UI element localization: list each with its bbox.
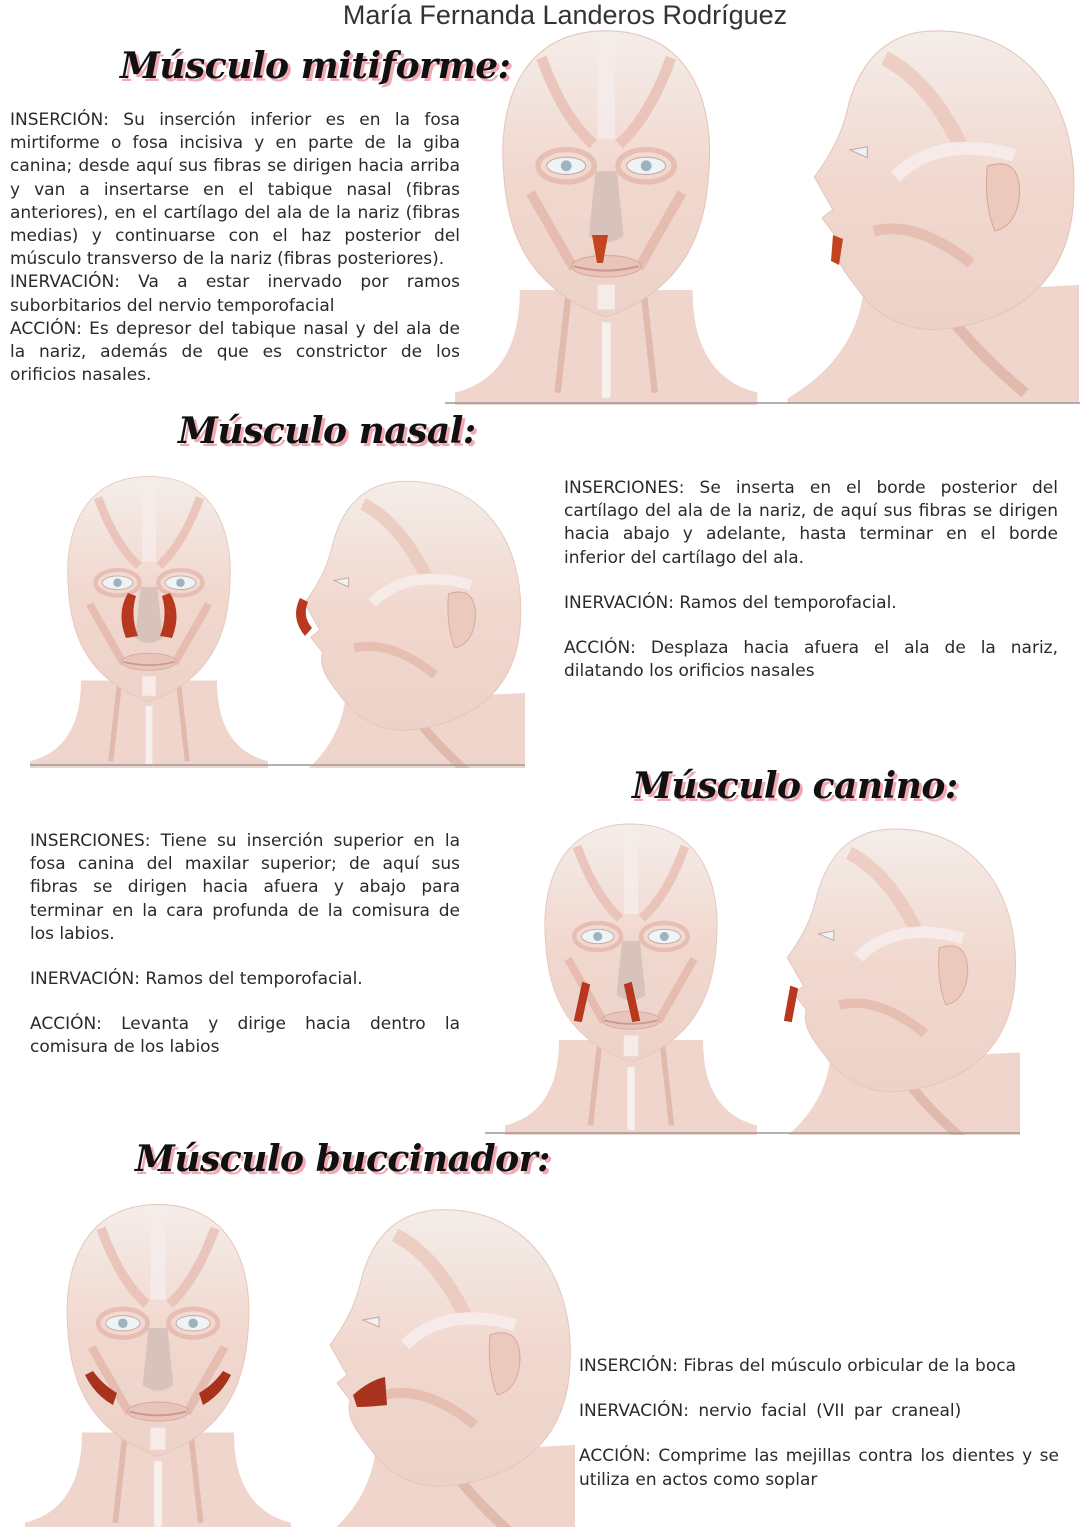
mitiform-action: ACCIÓN: Es depresor del tabique nasal y del ala de la nariz, además de que es constrictor de los orificios nasales. <box>10 318 460 386</box>
section-body-nasal <box>564 477 1058 683</box>
section-title-nasal: Músculo nasal: <box>178 410 476 452</box>
buccinator-action: ACCIÓN: Comprime las mejillas contra los dientes y se utiliza en actos como soplar <box>579 1446 1059 1490</box>
nasal-insertions: INSERCIONES: Se inserta en el borde posterior del cartílago del ala de la nariz, de aquí sus fibras se dirigen hacia abajo y adelante, hasta terminar en el borde inferior del cartílago del ala. <box>564 478 1058 568</box>
mitiform-insertion: INSERCIÓN: Su inserción inferior es en la fosa mirtiforme o fosa incisiva y en parte de la giba canina; desde aquí sus fibras se dirigen hacia arriba y van a insertarse en el tabique nasal (fibras anteriores), en el cartílago del ala de la nariz (fibras medias) y continuarse con el haz posterior del músculo transverso de la nariz (fibras posteriores). <box>10 110 460 270</box>
section-body-canine <box>30 830 460 1060</box>
author-name: María Fernanda Landeros Rodríguez <box>342 0 788 30</box>
nasal-illustration <box>30 468 525 768</box>
canine-action: ACCIÓN: Levanta y dirige hacia dentro la comisura de los labios <box>30 1014 460 1058</box>
buccinator-innervation: INERVACIÓN: nervio facial (VII par craneal) <box>579 1401 962 1422</box>
mitiform-innervation: INERVACIÓN: Va a estar inervado por ramos suborbitarios del nervio temporofacial <box>10 272 460 316</box>
canine-innervation: INERVACIÓN: Ramos del temporofacial. <box>30 969 363 990</box>
canine-illustration <box>485 815 1020 1135</box>
section-title-mitiform: Músculo mitiforme: <box>120 45 511 87</box>
section-body-mitiform <box>10 109 460 387</box>
canine-insertions: INSERCIONES: Tiene su inserción superior en la fosa canina del maxilar superior; de aquí sus fibras se dirigen hacia afuera y abajo para terminar en la cara profunda de la comisura de los labios. <box>30 831 460 944</box>
section-title-buccinator: Músculo buccinador: <box>135 1138 550 1180</box>
buccinator-illustration <box>25 1195 585 1527</box>
nasal-innervation: INERVACIÓN: Ramos del temporofacial. <box>564 592 897 613</box>
section-title-canine: Músculo canino: <box>632 765 958 807</box>
nasal-action: ACCIÓN: Desplaza hacia afuera el ala de la nariz, dilatando los orificios nasales <box>564 638 1058 682</box>
section-body-buccinator <box>579 1355 1059 1492</box>
mitiform-illustration <box>445 15 1080 405</box>
buccinator-insertion: INSERCIÓN: Fibras del músculo orbicular de la boca <box>579 1356 1016 1376</box>
canine-muscle-side <box>785 987 797 1021</box>
